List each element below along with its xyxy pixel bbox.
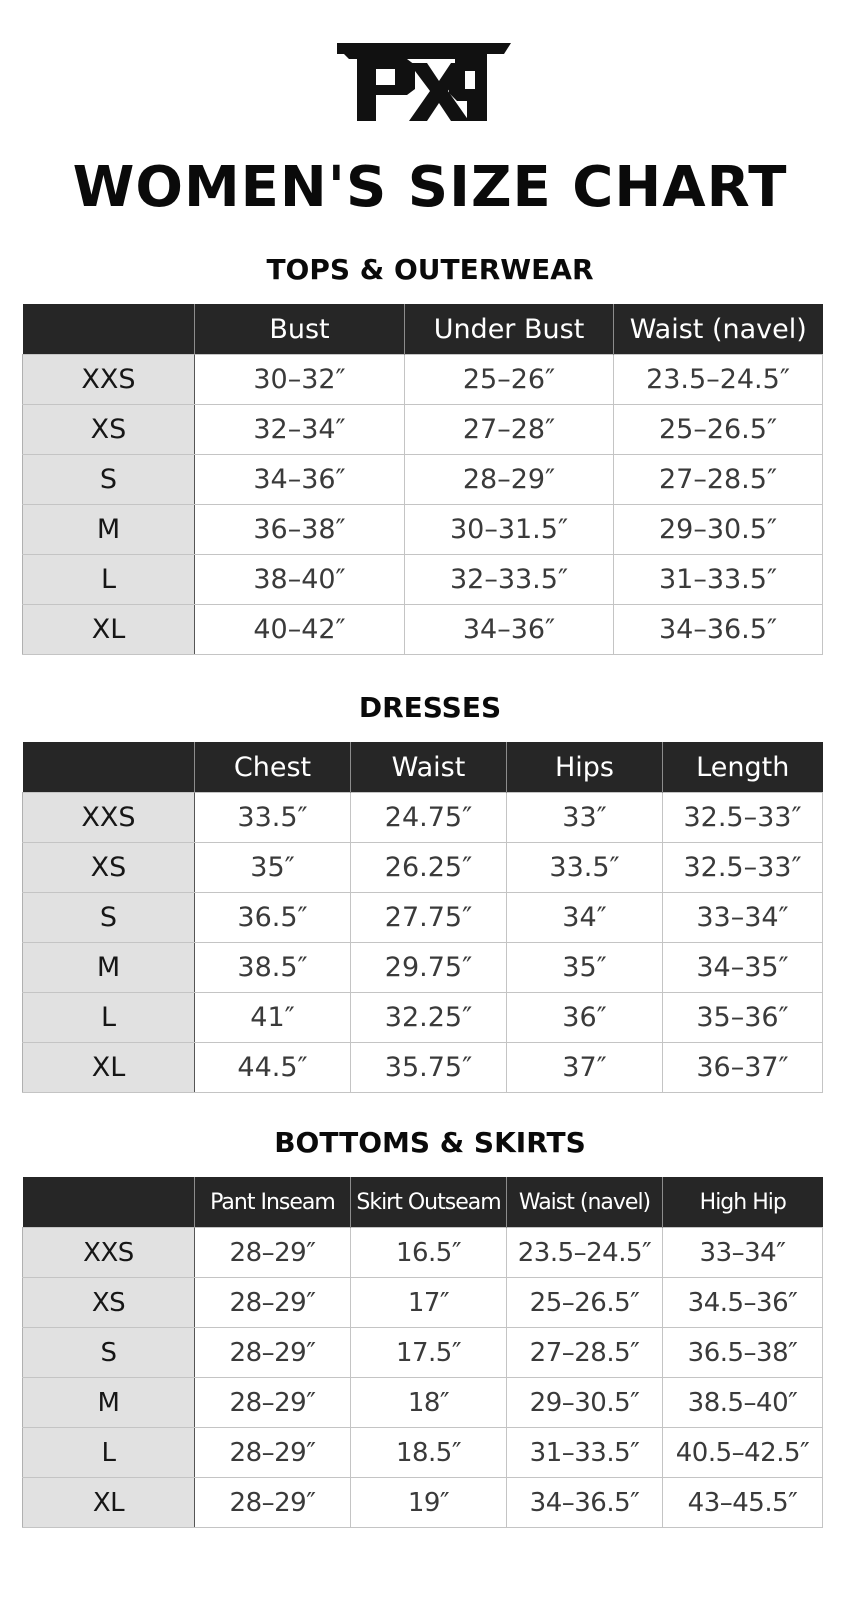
size-label: M <box>23 1378 195 1428</box>
table-cell: 32–33.5″ <box>405 555 614 605</box>
table-row <box>23 1378 823 1428</box>
page-title: WOMEN'S SIZE CHART <box>72 155 788 220</box>
table-cell: 33–34″ <box>663 1228 823 1278</box>
table-header-row <box>23 1177 823 1228</box>
table-cell: 34–36.5″ <box>507 1478 663 1528</box>
dresses-size-table <box>22 742 823 1093</box>
table-row <box>23 605 823 655</box>
table-cell: 41″ <box>195 993 351 1043</box>
pxg-logo <box>337 43 511 125</box>
table-cell: 33.5″ <box>507 843 663 893</box>
table-row <box>23 993 823 1043</box>
table-cell: 25–26″ <box>405 355 614 405</box>
table-cell: 35–36″ <box>663 993 823 1043</box>
table-cell: 28–29″ <box>195 1378 351 1428</box>
table-cell: 26.25″ <box>351 843 507 893</box>
table-row <box>23 1228 823 1278</box>
column-header: Waist <box>351 742 507 793</box>
table-row <box>23 355 823 405</box>
table-cell: 17″ <box>351 1278 507 1328</box>
table-cell: 34–35″ <box>663 943 823 993</box>
table-cell: 28–29″ <box>195 1478 351 1528</box>
table-cell: 35.75″ <box>351 1043 507 1093</box>
table-cell: 40–42″ <box>195 605 405 655</box>
size-label: XXS <box>23 793 195 843</box>
size-label: XS <box>23 405 195 455</box>
size-label: L <box>23 555 195 605</box>
table-cell: 24.75″ <box>351 793 507 843</box>
column-header: Chest <box>195 742 351 793</box>
column-header: Pant Inseam <box>195 1177 351 1228</box>
table-cell: 34″ <box>507 893 663 943</box>
table-cell: 28–29″ <box>195 1428 351 1478</box>
table-cell: 18.5″ <box>351 1428 507 1478</box>
table-cell: 25–26.5″ <box>507 1278 663 1328</box>
header-corner <box>23 304 195 355</box>
table-cell: 33.5″ <box>195 793 351 843</box>
table-cell: 32–34″ <box>195 405 405 455</box>
column-header: High Hip <box>663 1177 823 1228</box>
bottoms-size-table <box>22 1177 823 1528</box>
header-corner <box>23 742 195 793</box>
column-header: Bust <box>195 304 405 355</box>
table-row <box>23 893 823 943</box>
table-cell: 19″ <box>351 1478 507 1528</box>
column-header: Skirt Outseam <box>351 1177 507 1228</box>
table-cell: 17.5″ <box>351 1328 507 1378</box>
size-label: XS <box>23 843 195 893</box>
size-label: L <box>23 1428 195 1478</box>
table-row <box>23 943 823 993</box>
table-row <box>23 1328 823 1378</box>
table-cell: 43–45.5″ <box>663 1478 823 1528</box>
table-cell: 44.5″ <box>195 1043 351 1093</box>
table-cell: 27.75″ <box>351 893 507 943</box>
column-header: Waist (navel) <box>614 304 823 355</box>
section-title-bottoms: BOTTOMS & SKIRTS <box>274 1126 586 1159</box>
table-cell: 23.5–24.5″ <box>507 1228 663 1278</box>
size-label: L <box>23 993 195 1043</box>
size-label: S <box>23 455 195 505</box>
size-label: XL <box>23 1043 195 1093</box>
table-cell: 36–38″ <box>195 505 405 555</box>
size-label: S <box>23 1328 195 1378</box>
table-cell: 32.5–33″ <box>663 793 823 843</box>
table-cell: 28–29″ <box>195 1328 351 1378</box>
table-cell: 35″ <box>507 943 663 993</box>
table-cell: 29–30.5″ <box>614 505 823 555</box>
table-cell: 27–28″ <box>405 405 614 455</box>
size-label: XL <box>23 605 195 655</box>
table-row <box>23 843 823 893</box>
table-row <box>23 793 823 843</box>
table-cell: 16.5″ <box>351 1228 507 1278</box>
table-cell: 40.5–42.5″ <box>663 1428 823 1478</box>
table-cell: 27–28.5″ <box>614 455 823 505</box>
table-cell: 29.75″ <box>351 943 507 993</box>
table-cell: 31–33.5″ <box>507 1428 663 1478</box>
table-row <box>23 1428 823 1478</box>
table-cell: 38–40″ <box>195 555 405 605</box>
column-header: Length <box>663 742 823 793</box>
table-cell: 28–29″ <box>195 1278 351 1328</box>
table-cell: 23.5–24.5″ <box>614 355 823 405</box>
table-cell: 31–33.5″ <box>614 555 823 605</box>
column-header: Waist (navel) <box>507 1177 663 1228</box>
tops-size-table <box>22 304 823 655</box>
table-cell: 36.5″ <box>195 893 351 943</box>
column-header: Hips <box>507 742 663 793</box>
table-cell: 28–29″ <box>195 1228 351 1278</box>
table-cell: 34–36″ <box>405 605 614 655</box>
table-cell: 34–36.5″ <box>614 605 823 655</box>
table-cell: 38.5–40″ <box>663 1378 823 1428</box>
table-header-row <box>23 742 823 793</box>
table-row <box>23 555 823 605</box>
table-row <box>23 1043 823 1093</box>
size-label: M <box>23 505 195 555</box>
table-cell: 35″ <box>195 843 351 893</box>
table-cell: 30–31.5″ <box>405 505 614 555</box>
table-header-row <box>23 304 823 355</box>
table-cell: 32.5–33″ <box>663 843 823 893</box>
table-row <box>23 405 823 455</box>
size-label: XS <box>23 1278 195 1328</box>
table-cell: 34.5–36″ <box>663 1278 823 1328</box>
size-label: XXS <box>23 1228 195 1278</box>
table-cell: 36–37″ <box>663 1043 823 1093</box>
table-cell: 36.5–38″ <box>663 1328 823 1378</box>
size-label: XL <box>23 1478 195 1528</box>
section-title-dresses: DRESSES <box>358 691 502 724</box>
table-cell: 38.5″ <box>195 943 351 993</box>
table-row <box>23 455 823 505</box>
table-cell: 33–34″ <box>663 893 823 943</box>
section-title-tops: TOPS & OUTERWEAR <box>266 253 594 286</box>
table-cell: 25–26.5″ <box>614 405 823 455</box>
size-label: M <box>23 943 195 993</box>
table-cell: 33″ <box>507 793 663 843</box>
table-cell: 27–28.5″ <box>507 1328 663 1378</box>
table-cell: 34–36″ <box>195 455 405 505</box>
size-label: XXS <box>23 355 195 405</box>
table-cell: 29–30.5″ <box>507 1378 663 1428</box>
column-header: Under Bust <box>405 304 614 355</box>
size-label: S <box>23 893 195 943</box>
table-cell: 36″ <box>507 993 663 1043</box>
table-cell: 28–29″ <box>405 455 614 505</box>
table-cell: 30–32″ <box>195 355 405 405</box>
header-corner <box>23 1177 195 1228</box>
table-row <box>23 1278 823 1328</box>
table-cell: 32.25″ <box>351 993 507 1043</box>
table-row <box>23 1478 823 1528</box>
table-row <box>23 505 823 555</box>
table-cell: 37″ <box>507 1043 663 1093</box>
table-cell: 18″ <box>351 1378 507 1428</box>
